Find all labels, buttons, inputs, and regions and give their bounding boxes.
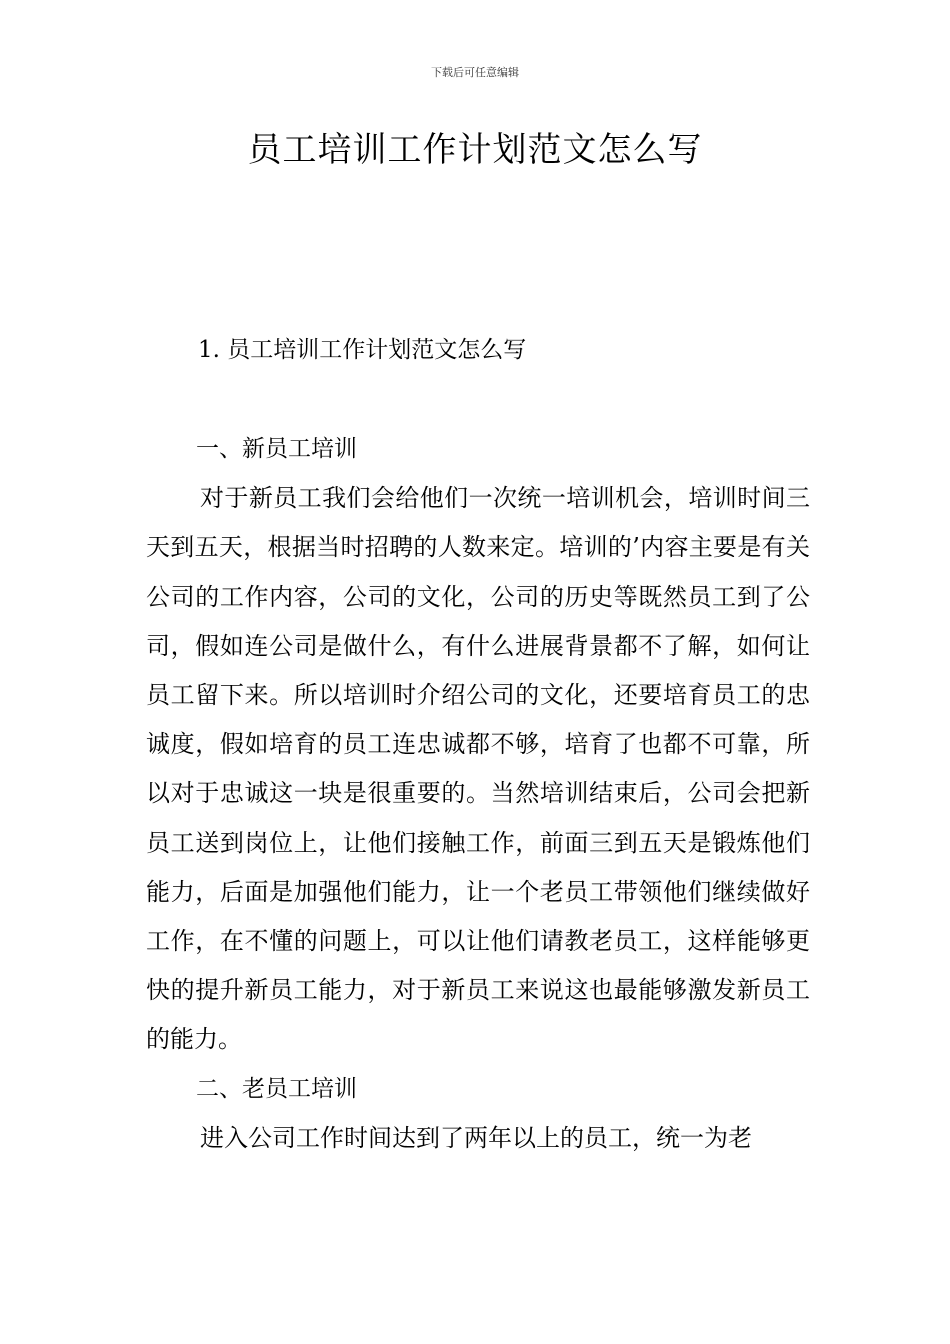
section-heading: 1. 员工培训工作计划范文怎么写 [198,337,527,363]
paragraph-senior-employee: 进入公司工作时间达到了两年以上的员工，统一为老 [200,1123,752,1152]
header-note: 下载后可任意编辑 [431,66,519,79]
document-body [146,425,810,1163]
subsection-heading-new-employee: 一、新员工培训 [196,436,357,462]
paragraph-new-employee: 对于新员工我们会给他们一次统一培训机会，培训时间三天到五天，根据当时招聘的人数来定。培训的’内容主要是有关公司的工作内容，公司的文化，公司的历史等既然员工到了公司，假如连公司是做什么，有什么进展背景都不了解，如何让员工留下来。所以培训时介绍公司的文化，还要培育员工的忠诚度，假如培育的员工连忠诚都不够，培育了也都不可靠，所以对于忠诚这一块是很重要的。当然培训结束后，公司会把新员工送到岗位上，让他们接触工作，前面三到五天是锻炼他们能力，后面是加强他们能力，让一个老员工带领他们继续做好工作，在不懂的问题上，可以让他们请教老员工，这样能够更快的提升新员工能力，对于新员工来说这也最能够激发新员工的能力。 [146,484,810,1054]
document-title: 员工培训工作计划范文怎么写 [247,130,703,170]
subsection-heading-senior-employee: 二、老员工培训 [196,1075,357,1102]
